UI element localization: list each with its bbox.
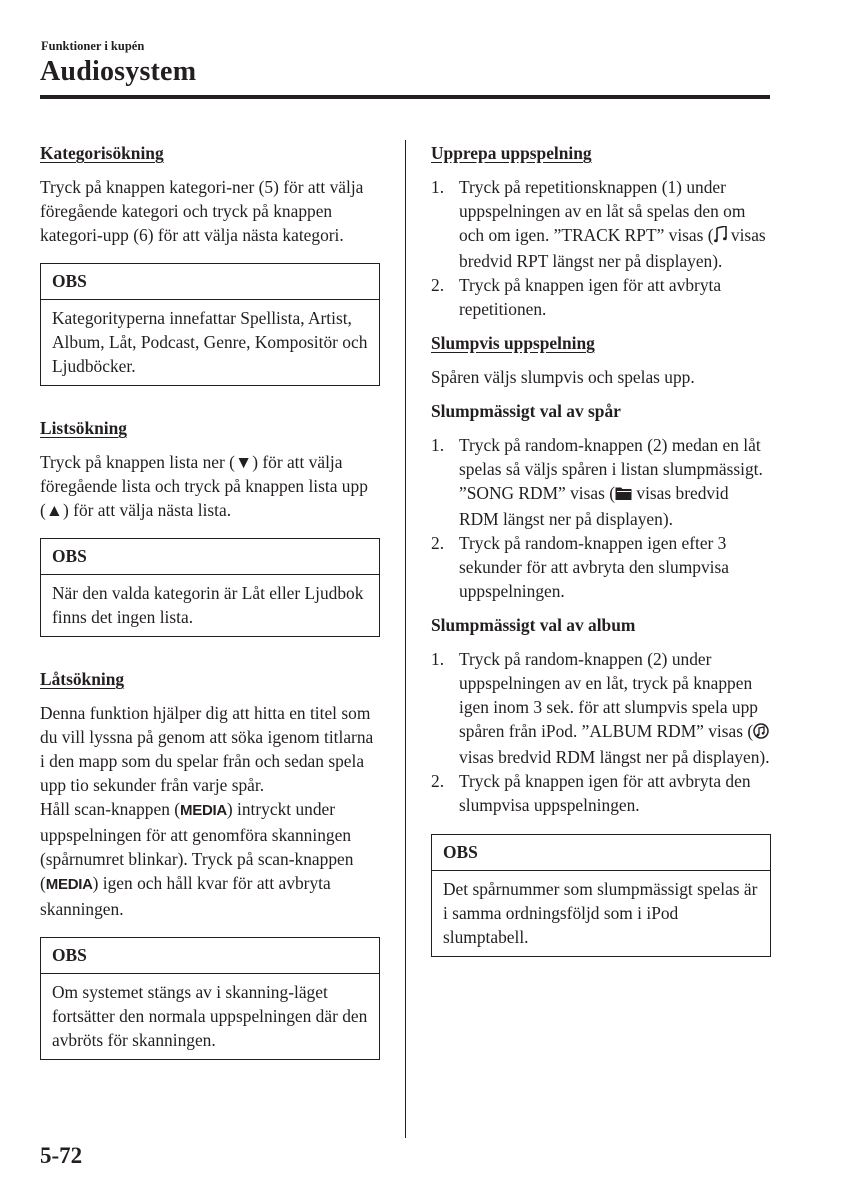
- list-item: [431, 433, 771, 531]
- section-heading-slumpvis: Slumpvis uppspelning: [431, 333, 595, 353]
- step-number: 1.: [431, 177, 445, 197]
- step-text: Tryck på random-knappen igen efter 3 sekunder för att avbryta den slumpvisa uppspelningen.: [459, 533, 729, 601]
- step-number: 2.: [431, 275, 445, 295]
- latsokning-scan-text: [40, 797, 380, 921]
- breadcrumb: Funktioner i kupén: [41, 39, 145, 53]
- listsokning-text-b: ) för att välja föregående lista och tryck på knappen lista upp (: [40, 452, 368, 520]
- step-number: 1.: [431, 649, 445, 669]
- section-heading-upprepa: Upprepa uppspelning: [431, 143, 592, 163]
- obs-text: När den valda kategorin är Låt eller Ljudbok finns det ingen lista.: [52, 583, 364, 627]
- media-button-label: MEDIA: [180, 802, 227, 819]
- step-text: [459, 175, 771, 273]
- step-number: 2.: [431, 771, 445, 791]
- step-text: Tryck på knappen igen för att avbryta den slumpvisa uppspelningen.: [459, 771, 751, 815]
- listsokning-text-a: Tryck på knappen lista ner (: [40, 452, 235, 472]
- listsokning-text-c: ) för att välja nästa lista.: [63, 500, 232, 520]
- list-item: [431, 531, 771, 603]
- media-button-label: MEDIA: [45, 876, 93, 893]
- step-text: [459, 433, 771, 531]
- title-rule: [40, 95, 770, 99]
- subheading-album: Slumpmässigt val av album: [431, 615, 636, 635]
- section-heading-latsokning: Låtsökning: [40, 669, 125, 689]
- column-divider: [405, 140, 406, 1138]
- kategorisokning-text: Tryck på knappen kategori-ner (5) för att välja föregående kategori och tryck på knappen kategori-upp (6) för att välja nästa kategori.: [40, 177, 364, 245]
- step-text-b: visas bredvid RPT längst ner på displayen).: [459, 225, 766, 271]
- section-heading-listsokning: Listsökning: [40, 418, 127, 438]
- step-text-b: visas bredvid RDM längst ner på displayen).: [459, 483, 729, 529]
- latsokning-text: Denna funktion hjälper dig att hitta en titel som du vill lyssna på genom att söka igenom titlarna i den mapp som du spelar från och sedan spela upp tio sekunder från varje spår.: [40, 703, 374, 795]
- album-steps: [431, 647, 771, 817]
- step-text-a: Tryck på repetitionsknappen (1) under uppspelningen av en låt så spelas den om och om igen. ”TRACK RPT” visas (: [459, 177, 746, 245]
- obs-text: Om systemet stängs av i skanning-läget fortsätter den normala uppspelningen där den avbröts för skanningen.: [52, 982, 368, 1050]
- obs-note-box: [40, 937, 380, 1060]
- step-text-a: Tryck på random-knappen (2) medan en låt spelas så väljs spåren i listan slumpmässigt. ”SONG RDM” visas (: [459, 435, 763, 503]
- list-item: [431, 175, 771, 273]
- subheading-spar: Slumpmässigt val av spår: [431, 401, 621, 421]
- obs-note-box: [40, 263, 380, 386]
- folder-icon: [615, 483, 632, 507]
- obs-label: OBS: [41, 539, 379, 575]
- music-note-icon: [714, 225, 727, 249]
- section-heading-kategorisokning: Kategorisökning: [40, 143, 164, 163]
- obs-label: OBS: [41, 938, 379, 974]
- page-number: 5-72: [40, 1143, 83, 1168]
- obs-label: OBS: [432, 835, 770, 871]
- list-item: [431, 769, 771, 817]
- scan-text-b: ) intryckt under uppspelningen för att genomföra skanningen (spårnumret blinkar). Tryck på scan-knappen (: [40, 799, 354, 893]
- left-column: [40, 141, 380, 1090]
- right-column: [431, 141, 771, 987]
- obs-note-box: [40, 538, 380, 637]
- step-number: 2.: [431, 533, 445, 553]
- listsokning-text: [40, 450, 380, 522]
- step-text: Tryck på knappen igen för att avbryta repetitionen.: [459, 275, 722, 319]
- obs-note-box: [431, 834, 771, 957]
- disc-icon: [753, 721, 769, 745]
- upprepa-steps: [431, 175, 771, 321]
- scan-text-c: ) igen och håll kvar för att avbryta skanningen.: [40, 873, 331, 919]
- up-arrow-icon: ▲: [45, 500, 64, 520]
- list-item: [431, 647, 771, 769]
- obs-label: OBS: [41, 264, 379, 300]
- step-text-a: Tryck på random-knappen (2) under uppspelningen av en låt, tryck på knappen igen inom 3 sek. för att slumpvis spela upp spåren från iPod. ”ALBUM RDM” visas (: [459, 649, 758, 741]
- spar-steps: [431, 433, 771, 603]
- obs-text: Det spårnummer som slumpmässigt spelas är i samma ordningsföljd som i iPod slumptabell.: [443, 879, 758, 947]
- slumpvis-text: Spåren väljs slumpvis och spelas upp.: [431, 367, 695, 387]
- scan-text-a: Håll scan-knappen (: [40, 799, 181, 819]
- page-title: Audiosystem: [40, 56, 197, 87]
- step-text-b: visas bredvid RDM längst ner på displayen).: [459, 747, 770, 767]
- down-arrow-icon: ▼: [234, 452, 253, 472]
- step-text: [459, 647, 771, 769]
- obs-text: Kategorityperna innefattar Spellista, Artist, Album, Låt, Podcast, Genre, Kompositör och Ljudböcker.: [52, 308, 368, 376]
- list-item: [431, 273, 771, 321]
- step-number: 1.: [431, 435, 445, 455]
